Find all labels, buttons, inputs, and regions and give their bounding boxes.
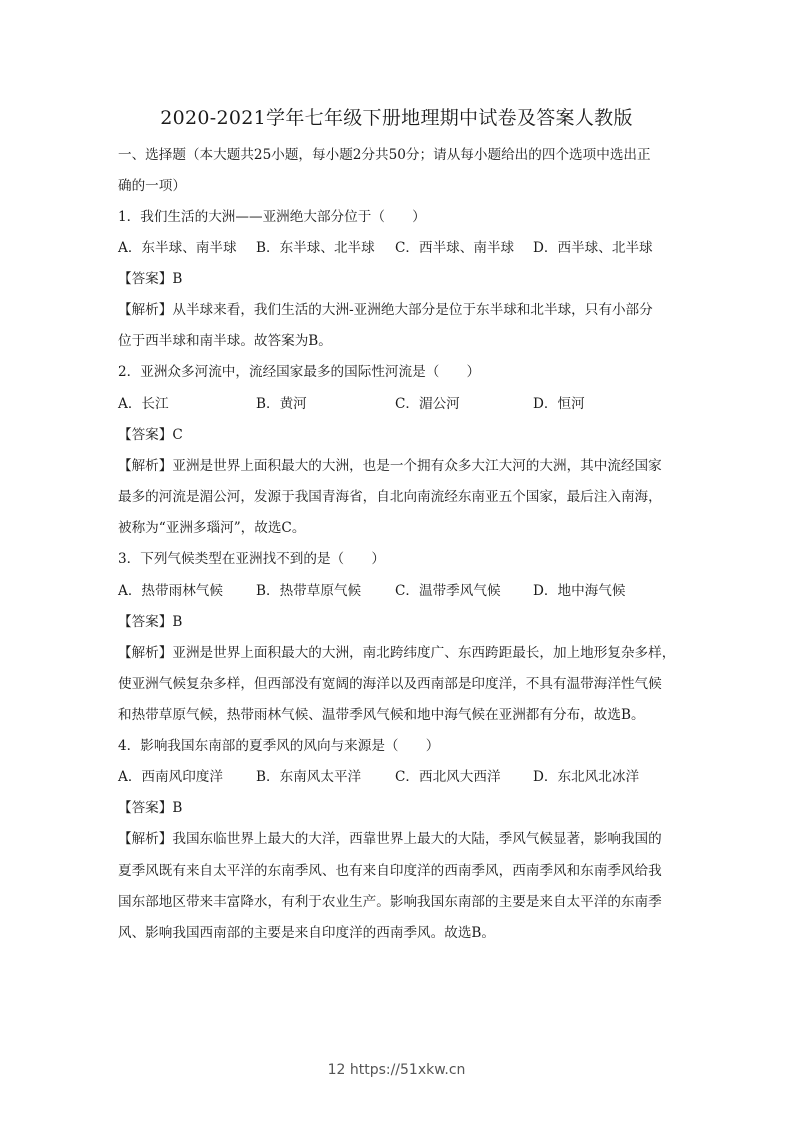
question-3-option-d: D．地中海气候 bbox=[533, 583, 626, 599]
section-heading-line-2: 确的一项） bbox=[118, 178, 186, 194]
question-1-option-b: B．东半球、北半球 bbox=[256, 240, 375, 256]
question-4-options bbox=[118, 768, 678, 786]
section-heading-line-1: 一、选择题（本大题共25小题，每小题2分共50分；请从每小题给出的四个选项中选出正 bbox=[118, 147, 651, 163]
question-1-analysis-line-1: 【解析】从半球来看，我们生活的大洲-亚洲绝大部分是位于东半球和北半球，只有小部分 bbox=[118, 302, 653, 318]
question-4-answer: 【答案】B bbox=[118, 800, 183, 816]
question-4-option-b: B．东南风太平洋 bbox=[256, 769, 362, 785]
question-2-answer: 【答案】C bbox=[118, 427, 183, 443]
question-1-options bbox=[118, 239, 678, 257]
question-1-option-a: A．东半球、南半球 bbox=[118, 240, 237, 256]
question-3-analysis-line-3: 和热带草原气候，热带雨林气候、温带季风气候和地中海气候在亚洲都有分布，故选B。 bbox=[118, 707, 645, 723]
question-3-option-a: A．热带雨林气候 bbox=[118, 583, 223, 599]
question-3-option-b: B．热带草原气候 bbox=[256, 583, 362, 599]
page-title: 2020-2021学年七年级下册地理期中试卷及答案人教版 bbox=[160, 107, 633, 129]
question-2-option-b: B．黄河 bbox=[256, 396, 307, 412]
question-2-option-c: C．湄公河 bbox=[395, 396, 460, 412]
question-1-analysis-line-2: 位于西半球和南半球。故答案为B。 bbox=[118, 333, 332, 349]
question-3-analysis-line-2: 使亚洲气候复杂多样，但西部没有宽阔的海洋以及西南部是印度洋，不具有温带海洋性气候 bbox=[118, 676, 662, 692]
question-4-analysis-line-3: 国东部地区带来丰富降水，有利于农业生产。影响我国东南部的主要是来自太平洋的东南季 bbox=[118, 894, 662, 910]
question-4-analysis-line-4: 风、影响我国西南部的主要是来自印度洋的西南季风。故选B。 bbox=[118, 925, 496, 941]
question-4-option-c: C．西北风大西洋 bbox=[395, 769, 501, 785]
question-1-option-c: C．西半球、南半球 bbox=[395, 240, 515, 256]
question-2-stem: 2．亚洲众多河流中，流经国家最多的国际性河流是（ ） bbox=[118, 364, 481, 380]
question-3-analysis-line-1: 【解析】亚洲是世界上面积最大的大洲，南北跨纬度广、东西跨距最长，加上地形复杂多样， bbox=[118, 645, 676, 661]
question-2-option-d: D．恒河 bbox=[533, 396, 585, 412]
question-3-options bbox=[118, 582, 678, 600]
question-2-analysis-line-3: 被称为“亚洲多瑙河”，故选C。 bbox=[118, 520, 306, 536]
question-4-option-d: D．东北风北冰洋 bbox=[533, 769, 640, 785]
question-3-option-c: C．温带季风气候 bbox=[395, 583, 501, 599]
page-footer: 12 https://51xkw.cn bbox=[327, 1062, 466, 1078]
question-2-options bbox=[118, 395, 678, 413]
question-2-analysis-line-2: 最多的河流是湄公河，发源于我国青海省，自北向南流经东南亚五个国家，最后注入南海， bbox=[118, 489, 662, 505]
question-4-analysis-line-1: 【解析】我国东临世界上最大的大洋，西靠世界上最大的大陆，季风气候显著，影响我国的 bbox=[118, 831, 662, 847]
question-3-stem: 3．下列气候类型在亚洲找不到的是（ ） bbox=[118, 551, 385, 567]
question-2-analysis-line-1: 【解析】亚洲是世界上面积最大的大洲，也是一个拥有众多大江大河的大洲，其中流经国家 bbox=[118, 458, 662, 474]
question-1-stem: 1．我们生活的大洲——亚洲绝大部分位于（ ） bbox=[118, 209, 426, 225]
question-3-answer: 【答案】B bbox=[118, 614, 183, 630]
question-4-analysis-line-2: 夏季风既有来自太平洋的东南季风、也有来自印度洋的西南季风，西南季风和东南季风给我 bbox=[118, 863, 662, 879]
question-1-option-d: D．西半球、北半球 bbox=[533, 240, 653, 256]
question-4-option-a: A．西南风印度洋 bbox=[118, 769, 223, 785]
question-4-stem: 4．影响我国东南部的夏季风的风向与来源是（ ） bbox=[118, 738, 440, 754]
question-2-option-a: A．长江 bbox=[118, 396, 169, 412]
question-1-answer: 【答案】B bbox=[118, 271, 183, 287]
